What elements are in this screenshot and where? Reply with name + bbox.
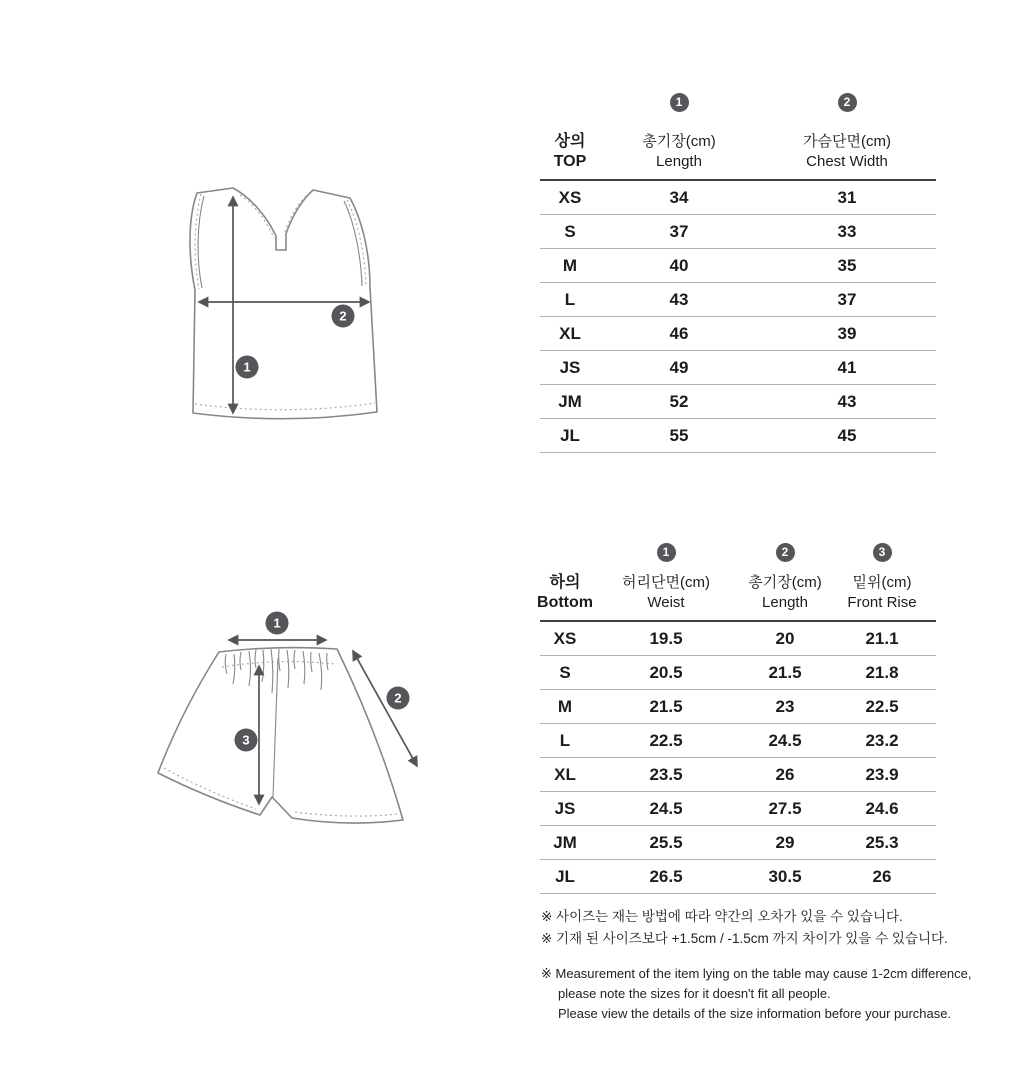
measurement-value: 22.5: [865, 696, 899, 716]
measurement-value: 49: [669, 357, 689, 377]
table-header-row: [540, 88, 936, 181]
column-label-en: Chest Width: [806, 153, 888, 170]
measurement-value: 37: [669, 221, 689, 241]
column-badge-icon: 2: [838, 93, 857, 112]
korean-note-line: ※ 기재 된 사이즈보다 +1.5cm / -1.5cm 까지 차이가 있을 수 있습니다.: [541, 931, 948, 946]
svg-text:2: 2: [339, 308, 347, 324]
svg-text:1: 1: [243, 359, 251, 375]
measurement-value: 26.5: [649, 866, 683, 886]
table-row: [540, 860, 936, 894]
column-badge-icon: 1: [670, 93, 689, 112]
table-row: [540, 758, 936, 792]
left-hem-stitch: [164, 768, 256, 809]
measurement-value: 24.6: [865, 798, 899, 818]
top-size-table: [540, 88, 936, 453]
measurement-value: 23.9: [865, 764, 899, 784]
bottom-length-badge-icon: [387, 687, 410, 710]
measurement-value: 21.8: [865, 662, 899, 682]
size-label: JM: [553, 832, 577, 852]
measurement-value: 20.5: [649, 662, 683, 682]
table-row: [540, 249, 936, 283]
table-row: [540, 181, 936, 215]
measurement-value: 23.5: [649, 764, 683, 784]
measurement-value: 21.5: [768, 662, 802, 682]
table-row: [540, 690, 936, 724]
column-label-en: Weist: [647, 594, 685, 611]
table-row: [540, 622, 936, 656]
measurement-value: 25.3: [865, 832, 899, 852]
table-row: [540, 724, 936, 758]
table-row: [540, 419, 936, 453]
measurement-value: 23: [775, 696, 795, 716]
top-garment-diagram: [150, 160, 430, 445]
vest-armhole-band-left: [198, 196, 204, 288]
table-header-row: [537, 538, 936, 622]
column-badge-icon: 2: [776, 543, 795, 562]
measurement-value: 31: [837, 187, 857, 207]
column-label-ko: 밑위(cm): [852, 574, 912, 591]
size-label: L: [559, 730, 571, 750]
measurement-value: 24.5: [649, 798, 683, 818]
table-row: [540, 792, 936, 826]
size-label: M: [562, 255, 578, 275]
measurement-value: 24.5: [768, 730, 802, 750]
size-label: XL: [554, 764, 576, 784]
column-header: [828, 538, 936, 620]
measurement-value: 20: [775, 628, 795, 648]
size-label: JS: [559, 357, 581, 377]
table-row: [540, 215, 936, 249]
table-row: [540, 385, 936, 419]
length-badge-icon: [236, 356, 259, 379]
measurement-value: 35: [837, 255, 857, 275]
column-label-ko: 총기장(cm): [642, 133, 716, 150]
measurement-value: 39: [837, 323, 857, 343]
bottom-length-arrow: [353, 651, 417, 766]
english-note-line: please note the sizes for it doesn't fit all people.: [558, 986, 831, 1001]
korean-disclaimer-notes: [541, 906, 948, 950]
bottom-size-table: [537, 538, 936, 894]
column-label-ko: 가슴단면(cm): [803, 133, 891, 150]
row-header-ko: 상의: [554, 133, 586, 150]
size-label: JL: [555, 866, 575, 886]
english-note-line: Please view the details of the size information before your purchase.: [558, 1006, 952, 1021]
row-header-en: TOP: [553, 153, 587, 170]
column-label-en: Front Rise: [847, 594, 917, 611]
column-label-en: Length: [656, 153, 702, 170]
vest-neck-stitch-left: [240, 195, 274, 238]
measurement-value: 25.5: [649, 832, 683, 852]
column-label-ko: 허리단면(cm): [622, 574, 710, 591]
table-row: [540, 351, 936, 385]
measurement-value: 55: [669, 425, 689, 445]
size-label: XL: [559, 323, 581, 343]
column-header: [742, 538, 828, 620]
chest-width-badge-icon: [332, 305, 355, 328]
column-header: [590, 538, 742, 620]
table-row: [540, 317, 936, 351]
size-label: M: [557, 696, 573, 716]
measurement-value: 27.5: [768, 798, 802, 818]
svg-text:2: 2: [394, 690, 402, 706]
size-label: S: [564, 221, 576, 241]
size-label: JS: [554, 798, 576, 818]
measurement-value: 41: [837, 357, 857, 377]
measurement-value: 52: [669, 391, 689, 411]
row-header-ko: 하의: [549, 574, 581, 591]
english-disclaimer-notes: [541, 964, 971, 1024]
vest-hem-stitch: [195, 403, 375, 410]
measurement-value: 37: [837, 289, 857, 309]
measurement-value: 19.5: [649, 628, 683, 648]
table-row: [540, 826, 936, 860]
measurement-value: 21.5: [649, 696, 683, 716]
measurement-value: 46: [669, 323, 689, 343]
front-rise-badge-icon: [235, 729, 258, 752]
table-row: [540, 656, 936, 690]
row-header: [540, 88, 600, 179]
svg-text:3: 3: [242, 732, 250, 748]
column-badge-icon: 1: [657, 543, 676, 562]
table-row: [540, 283, 936, 317]
waist-badge-icon: [266, 612, 289, 635]
vest-outline: [190, 188, 377, 419]
column-label-ko: 총기장(cm): [748, 574, 822, 591]
measurement-value: 26: [775, 764, 795, 784]
shorts-center-crease: [273, 658, 278, 797]
measurement-value: 29: [775, 832, 795, 852]
row-header: [537, 538, 593, 620]
measurement-value: 26: [872, 866, 892, 886]
measurement-value: 21.1: [865, 628, 899, 648]
row-header-en: Bottom: [537, 594, 593, 611]
korean-note-line: ※ 사이즈는 재는 방법에 따라 약간의 오차가 있을 수 있습니다.: [541, 909, 903, 924]
measurement-value: 34: [669, 187, 689, 207]
measurement-value: 30.5: [768, 866, 802, 886]
measurement-value: 23.2: [865, 730, 899, 750]
svg-text:1: 1: [273, 615, 281, 631]
column-badge-icon: 3: [873, 543, 892, 562]
size-label: XS: [553, 628, 577, 648]
size-label: L: [564, 289, 576, 309]
measurement-value: 43: [837, 391, 857, 411]
column-header: [600, 88, 758, 179]
measurement-value: 33: [837, 221, 857, 241]
size-label: S: [559, 662, 571, 682]
bottom-garment-diagram: [140, 598, 440, 863]
english-note-line: ※ Measurement of the item lying on the table may cause 1-2cm difference,: [541, 966, 972, 981]
measurement-value: 40: [669, 255, 689, 275]
size-label: XS: [558, 187, 582, 207]
measurement-value: 22.5: [649, 730, 683, 750]
size-label: JL: [560, 425, 580, 445]
measurement-value: 43: [669, 289, 689, 309]
column-header: [758, 88, 936, 179]
column-label-en: Length: [762, 594, 808, 611]
size-label: JM: [558, 391, 582, 411]
right-hem-stitch: [295, 812, 398, 816]
measurement-value: 45: [837, 425, 857, 445]
